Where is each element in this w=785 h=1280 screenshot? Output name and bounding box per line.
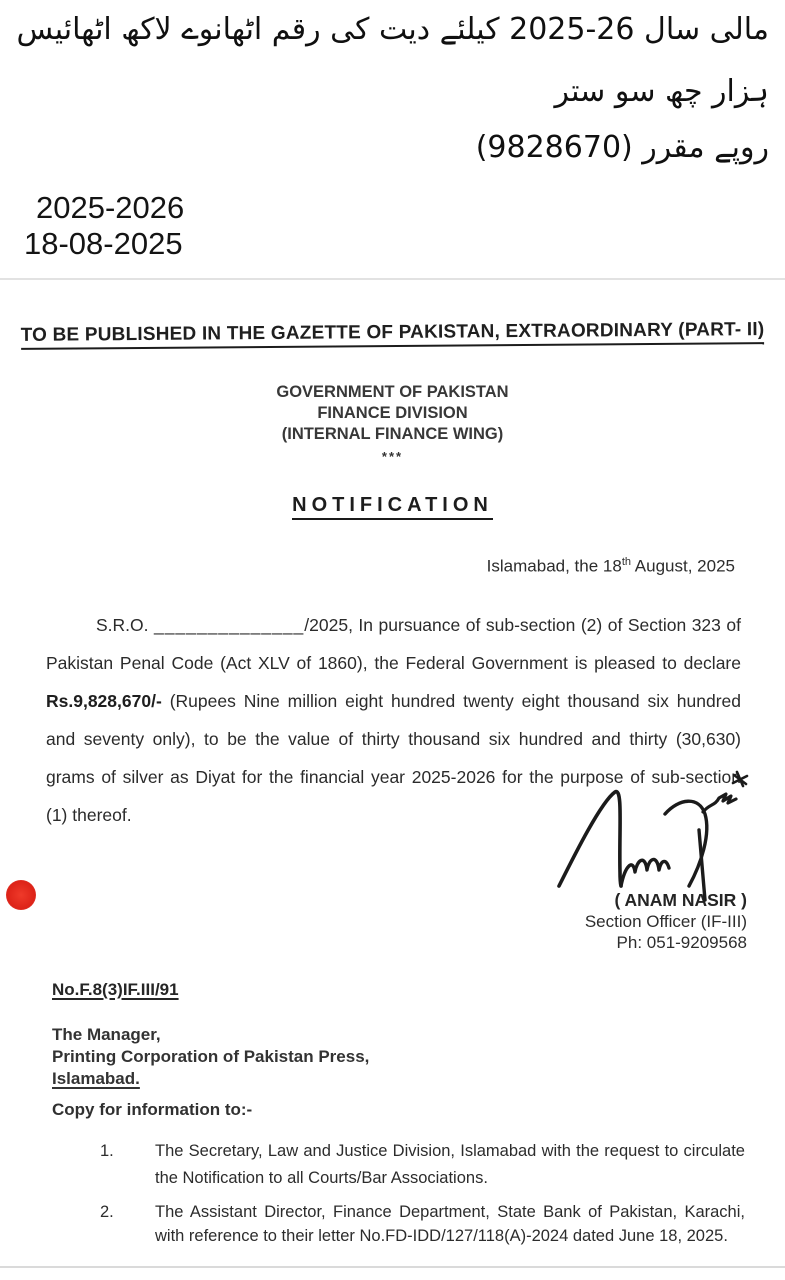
org-header-block <box>0 382 785 467</box>
dateline-suffix: August, 2025 <box>631 556 735 576</box>
addressee-line-2: Printing Corporation of Pakistan Press, <box>52 1047 370 1066</box>
copy-item-number: 1. <box>100 1142 114 1160</box>
copy-list-item-1 <box>100 1138 745 1192</box>
org-line-wing: (INTERNAL FINANCE WING) <box>281 425 504 443</box>
addressee-block <box>52 1024 369 1090</box>
fiscal-year-text: 2025-2026 <box>36 190 185 225</box>
dateline <box>487 556 735 577</box>
urdu-caption-line-3: روپے مقرر (9828670) <box>475 130 769 165</box>
signatory-designation: Section Officer (IF-III) <box>584 912 747 931</box>
signature-scrawl-icon <box>553 768 753 904</box>
urdu-caption-line-1: مالی سال 26-2025 کیلئے دیت کی رقم اٹھانوے لاکھ اٹھائیس <box>16 12 769 47</box>
addressee-line-1: The Manager, <box>52 1025 161 1044</box>
caption-divider <box>0 278 785 280</box>
notification-heading-text: NOTIFICATION <box>292 494 493 520</box>
sro-label: S.R.O. <box>96 615 155 635</box>
copy-list-item-2 <box>100 1200 745 1248</box>
separator-stars: *** <box>381 449 404 464</box>
copy-item-number: 2. <box>100 1203 114 1221</box>
bottom-edge-line <box>0 1266 785 1268</box>
signatory-phone: Ph: 051-9209568 <box>616 933 747 952</box>
notification-date-text: 18-08-2025 <box>24 226 183 261</box>
reference-number: No.F.8(3)IF.III/91 <box>52 980 179 999</box>
notification-heading <box>0 494 785 517</box>
urdu-caption-line-2: ہزار چھ سو ستر <box>554 74 769 109</box>
org-line-division: FINANCE DIVISION <box>317 404 468 422</box>
org-line-government: GOVERNMENT OF PAKISTAN <box>276 383 509 401</box>
dateline-prefix: Islamabad, the 18 <box>486 556 622 576</box>
dateline-ordinal: th <box>621 556 632 568</box>
copy-item-text: The Assistant Director, Finance Department, State Bank of Pakistan, Karachi, with reference to their letter No.FD-IDD/127/118(A)-2024 dated June 18, 2025. <box>155 1203 745 1245</box>
signature-block <box>497 772 747 952</box>
gazette-publish-line <box>14 319 771 347</box>
sro-text-part-1: /2025, In pursuance of sub-section (2) of Section 323 of Pakistan Penal Code (Act XLV of 1860), the Federal Government is pleased to declare <box>46 615 741 673</box>
gazette-publish-text: TO BE PUBLISHED IN THE GAZETTE OF PAKISTAN, EXTRAORDINARY (PART- II) <box>21 319 765 350</box>
star-mark <box>733 772 747 786</box>
addressee-line-3: Islamabad. <box>52 1069 140 1088</box>
red-dot-marker <box>6 880 36 910</box>
diyat-amount: Rs.9,828,670/- <box>46 691 162 711</box>
copy-item-text: The Secretary, Law and Justice Division, Islamabad with the request to circulate the Notification to all Courts/Bar Associations. <box>155 1142 745 1187</box>
signatory-name: ( ANAM NASIR ) <box>614 890 747 910</box>
sro-text-part-2: (Rupees Nine million eight hundred twenty eight thousand six hundred and seventy only), to be the value of thirty thousand six hundred and thirty (30,630) grams of silver as Diyat for the financial year 2025-2026 for the purpose of sub-section (1) thereof. <box>46 691 741 825</box>
sro-number-blank: ______________ <box>154 615 305 635</box>
copy-for-information-heading: Copy for information to:- <box>52 1100 253 1119</box>
